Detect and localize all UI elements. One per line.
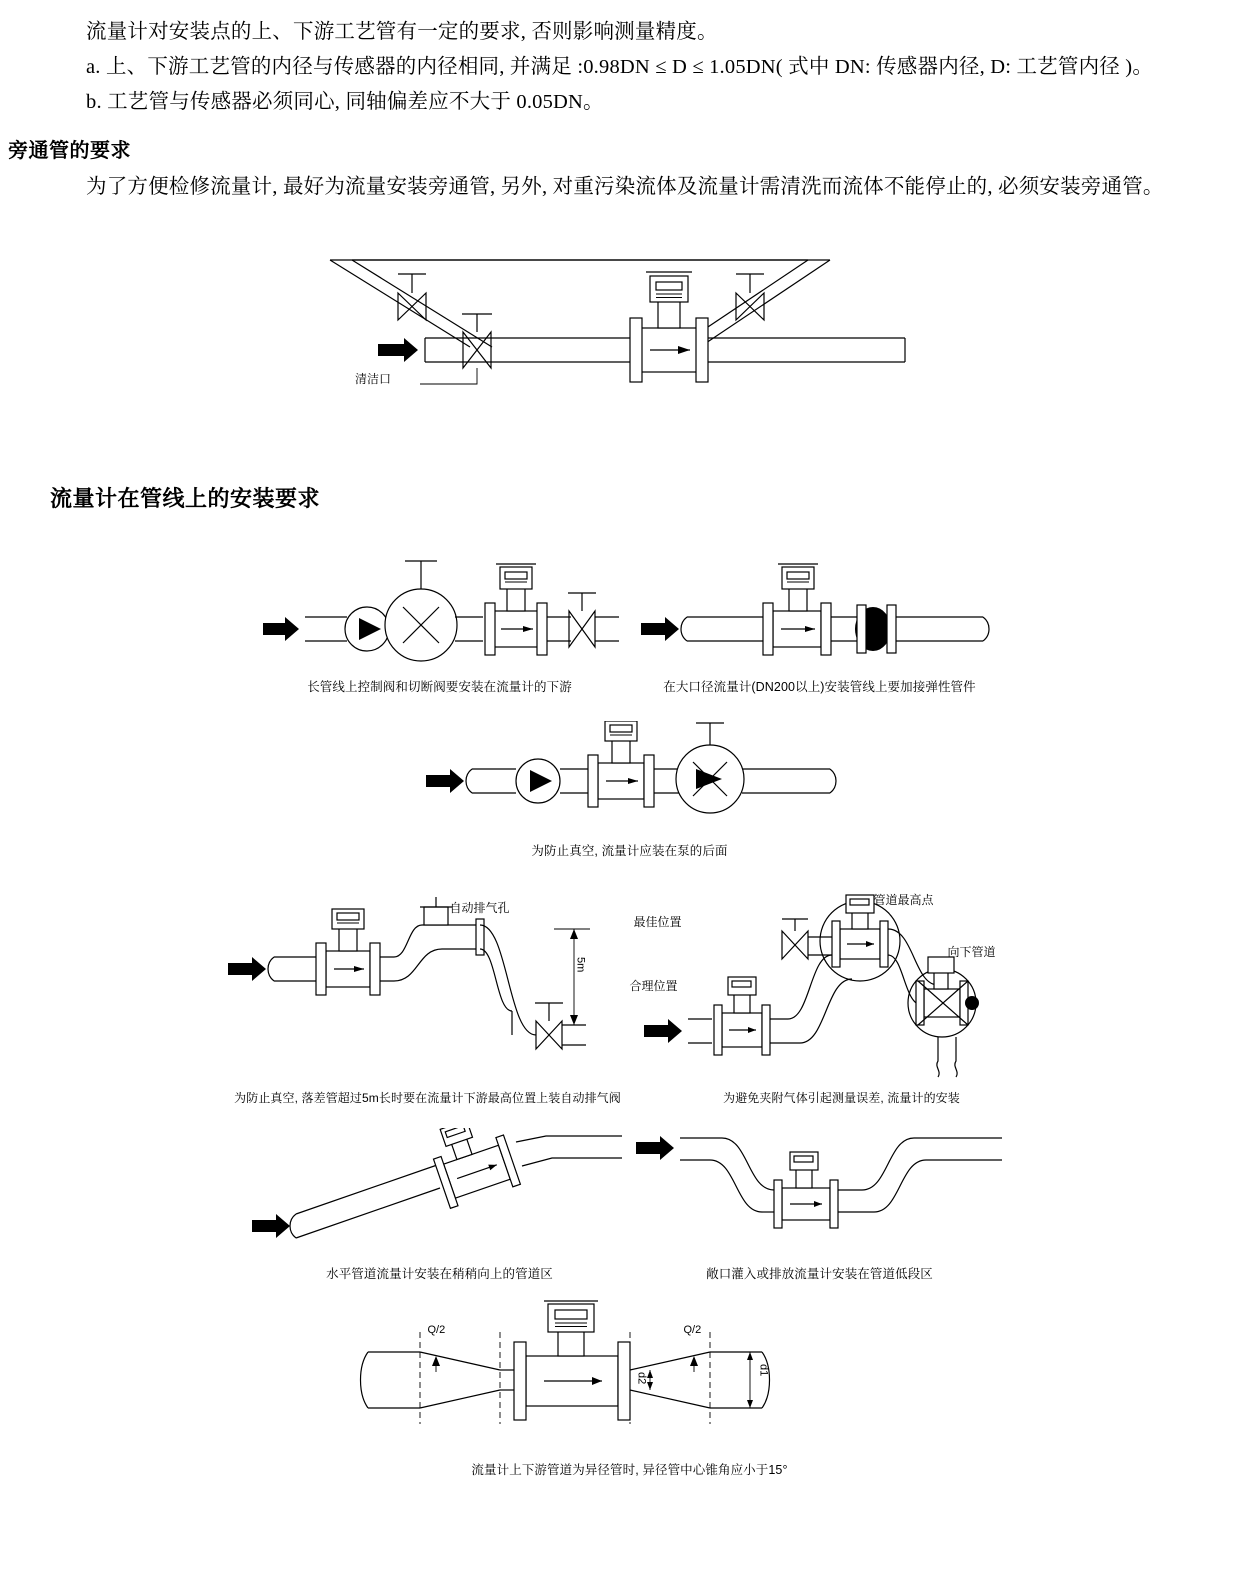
caption-5: 水平管道流量计安装在稍稍向上的管道区	[326, 1266, 553, 1281]
bypass-text-block	[0, 171, 1259, 204]
figure-row-1	[0, 539, 1259, 695]
label-downward-pipe: 向下管道	[947, 944, 996, 959]
label-best-position: 最佳位置	[633, 914, 682, 929]
caption-6: 敞口灌入或排放流量计安装在管道低段区	[706, 1266, 933, 1281]
caption-7: 流量计上下游管道为异径管时, 异径管中心锥角应小于15°	[471, 1462, 788, 1477]
label-angle-left: Q/2	[427, 1323, 446, 1336]
label-pipe-highest: 管道最高点	[873, 892, 934, 907]
paragraph-bypass: 为了方便检修流量计, 最好为流量安装旁通管, 另外, 对重污染流体及流量计需清洗而流体不能停止的, 必须安装旁通管。	[86, 175, 1164, 198]
label-height-5m: 5m	[574, 956, 587, 973]
paragraph-0: 流量计对安装点的上、下游工艺管有一定的要求, 否则影响测量精度。	[86, 21, 718, 43]
label-clean-port: 清洁口	[355, 371, 392, 386]
figure-auto-vent	[218, 885, 638, 1106]
section-title-bypass: 旁通管的要求	[8, 139, 131, 162]
label-angle-right: Q/2	[683, 1323, 702, 1336]
section-title-installation: 流量计在管线上的安装要求	[50, 485, 321, 511]
figure-reducer	[0, 1298, 1259, 1478]
label-auto-vent: 自动排气孔	[449, 900, 510, 915]
caption-0: 长管线上控制阀和切断阀要安装在流量计的下游	[307, 679, 572, 694]
paragraph-1: a. 上、下游工艺管的内径与传感器的内径相同, 并满足 :0.98DN ≤ D ≤ 1.05DN( 式中 DN: 传感器内径, D: 工艺管内径 )。	[86, 56, 1154, 79]
caption-1: 在大口径流量计(DN200以上)安装管线上要加接弹性管件	[663, 679, 976, 694]
paragraph-2: b. 工艺管与传感器必须同心, 同轴偏差应不大于 0.05DN。	[86, 91, 604, 114]
label-reasonable-position: 合理位置	[629, 978, 678, 993]
figure-row-3	[0, 1128, 1259, 1282]
figure-entrained-gas	[629, 885, 1042, 1106]
figure-bypass	[0, 252, 1259, 412]
figure-flexible-coupling	[635, 539, 1005, 695]
caption-4: 为避免夹附气体引起测量误差, 流量计的安装	[723, 1090, 960, 1105]
figure-row-2	[0, 885, 1259, 1106]
caption-3: 为防止真空, 落差管超过5m长时要在流量计下游最高位置上装自动排气阀	[234, 1090, 621, 1105]
figure-pump-before-meter	[0, 721, 1259, 859]
figure-low-section	[630, 1128, 1010, 1282]
label-d2: d2	[635, 1371, 648, 1385]
caption-2: 为防止真空, 流量计应装在泵的后面	[531, 843, 728, 858]
intro-text-block	[0, 0, 1259, 120]
figure-slope-up	[250, 1128, 630, 1282]
label-d1: d1	[757, 1363, 770, 1377]
figure-valve-downstream	[255, 539, 625, 695]
